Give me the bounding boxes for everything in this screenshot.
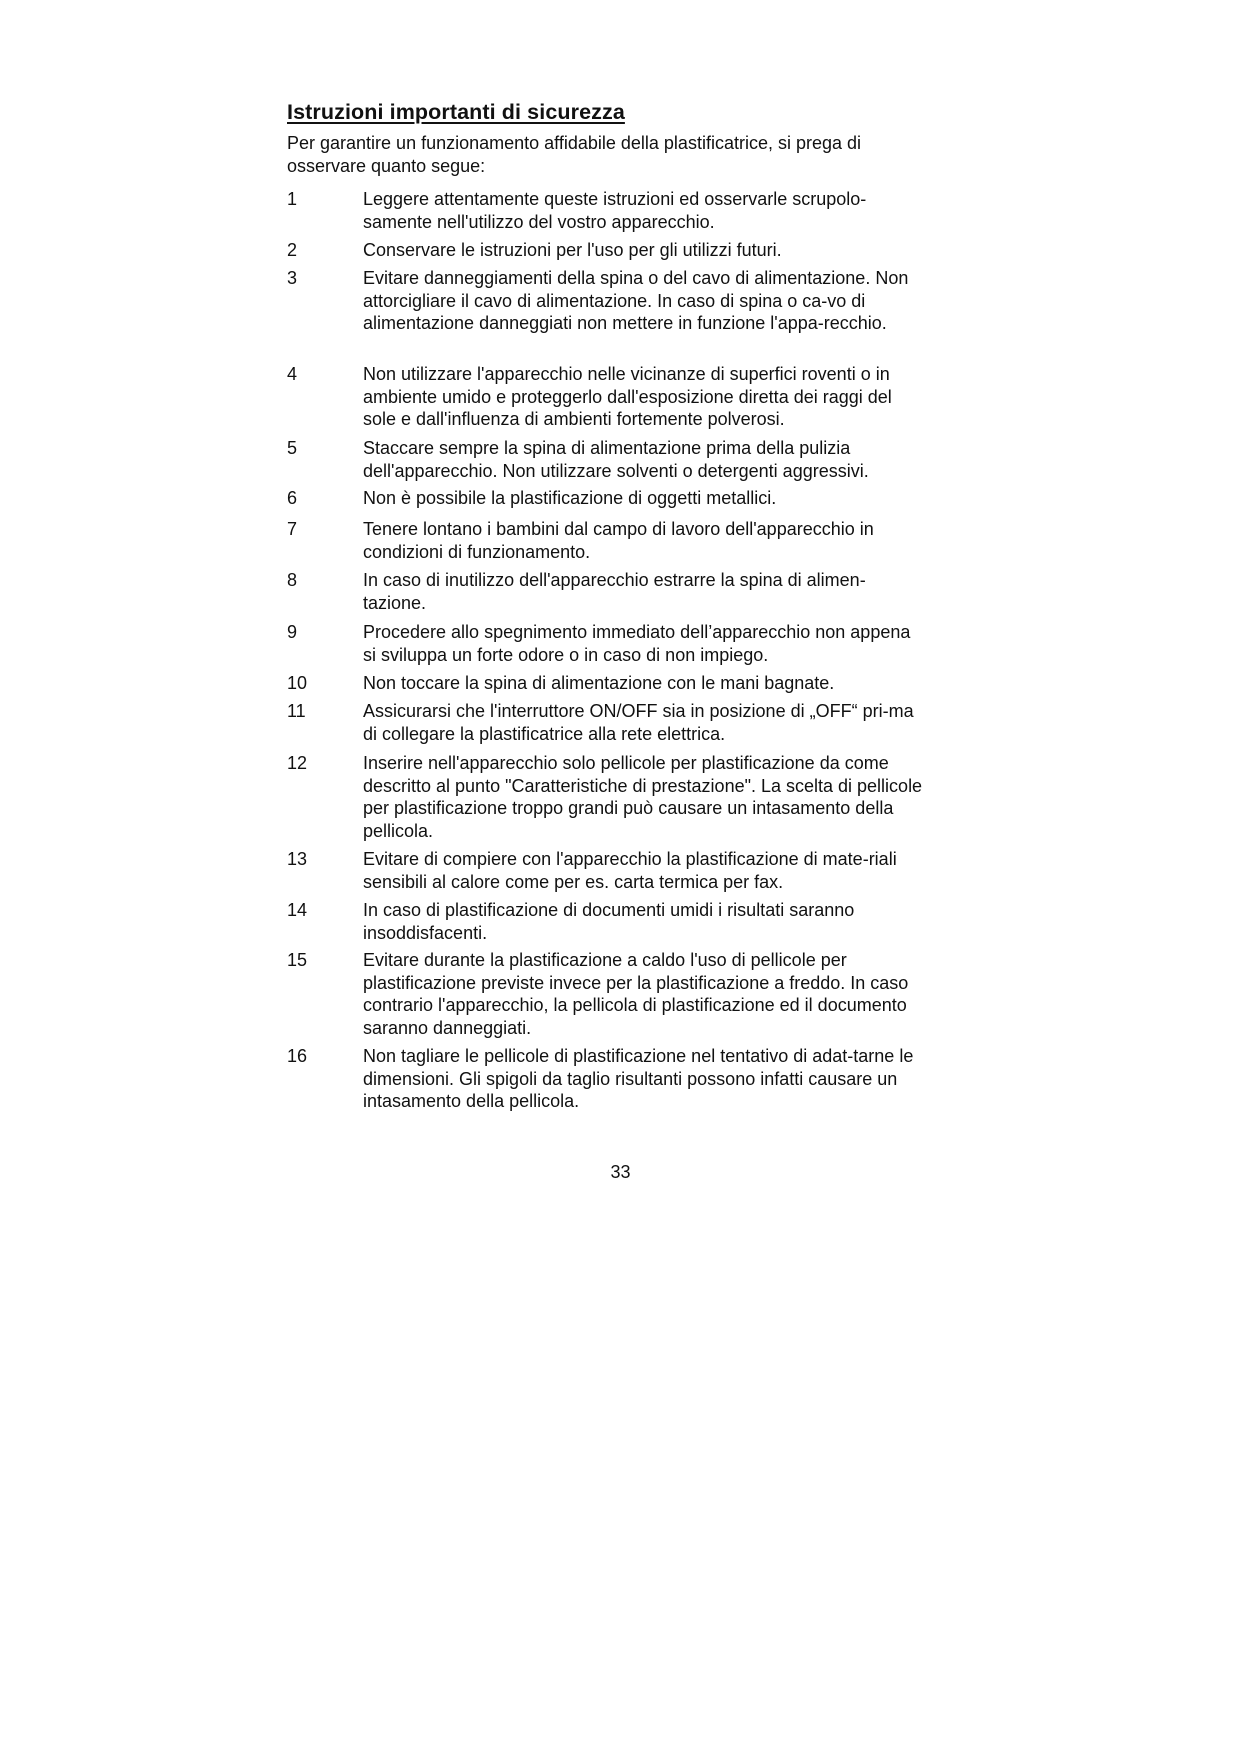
item-number: 10	[287, 673, 308, 693]
list-item	[287, 700, 927, 745]
list-item	[287, 239, 927, 262]
list-item	[287, 188, 927, 233]
list-item	[287, 672, 927, 695]
page-number: 33	[610, 1162, 631, 1182]
list-item	[287, 848, 927, 893]
item-text: Conservare le istruzioni per l'uso per gli utilizzi futuri.	[363, 240, 782, 260]
item-number: 11	[287, 701, 306, 721]
item-text: Tenere lontano i bambini dal campo di lavoro dell'apparecchio in condizioni di funzionamento.	[363, 519, 874, 562]
item-number: 6	[287, 488, 298, 508]
item-text: Non tagliare le pellicole di plastificazione nel tentativo di adat-tarne le dimensioni. Gli spigoli da taglio risultanti possono infatti causare un intasamento della pellicola.	[363, 1046, 914, 1111]
item-number: 15	[287, 950, 308, 970]
item-text: In caso di plastificazione di documenti umidi i risultati saranno insoddisfacenti.	[363, 900, 855, 943]
item-text: Leggere attentamente queste istruzioni ed osservarle scrupolo-samente nell'utilizzo del vostro apparecchio.	[363, 189, 867, 232]
item-text: Evitare durante la plastificazione a caldo l'uso di pellicole per plastificazione previste invece per la plastificazione a freddo. In caso contrario l'apparecchio, la pellicola di plastificazione ed il documento saranno danneggiati.	[363, 950, 909, 1038]
item-text: Non utilizzare l'apparecchio nelle vicinanze di superfici roventi o in ambiente umido e proteggerlo dall'esposizione diretta dei raggi del sole e dall'influenza di ambienti fortemente polverosi.	[363, 364, 892, 429]
item-number: 1	[287, 189, 298, 209]
item-text: Staccare sempre la spina di alimentazione prima della pulizia dell'apparecchio. Non utilizzare solventi o detergenti aggressivi.	[363, 438, 869, 481]
item-number: 14	[287, 900, 308, 920]
intro-paragraph: Per garantire un funzionamento affidabile della plastificatrice, si prega di osservare quanto segue:	[287, 133, 862, 176]
item-text: Non è possibile la plastificazione di oggetti metallici.	[363, 488, 777, 508]
list-item	[287, 569, 927, 614]
item-number: 7	[287, 519, 298, 539]
item-number: 8	[287, 570, 298, 590]
list-item	[287, 1045, 927, 1113]
item-text: Evitare di compiere con l'apparecchio la plastificazione di mate-riali sensibili al calore come per es. carta termica per fax.	[363, 849, 897, 892]
list-item	[287, 752, 927, 842]
item-number: 4	[287, 364, 298, 384]
item-number: 12	[287, 753, 308, 773]
item-number: 3	[287, 268, 298, 288]
list-item	[287, 487, 927, 510]
item-text: In caso di inutilizzo dell'apparecchio estrarre la spina di alimen-tazione.	[363, 570, 866, 613]
list-item	[287, 267, 927, 335]
page-title: Istruzioni importanti di sicurezza	[287, 100, 625, 124]
item-text: Inserire nell'apparecchio solo pellicole per plastificazione da come descritto al punto "Caratteristiche di prestazione". La scelta di pellicole per plastificazione troppo grandi può causare un intasamento della pellicola.	[363, 753, 923, 841]
item-text: Non toccare la spina di alimentazione con le mani bagnate.	[363, 673, 835, 693]
item-number: 9	[287, 622, 298, 642]
item-text: Procedere allo spegnimento immediato dell’apparecchio non appena si sviluppa un forte odore o in caso di non impiego.	[363, 622, 911, 665]
list-item	[287, 437, 927, 482]
item-number: 16	[287, 1046, 308, 1066]
list-item	[287, 518, 927, 563]
list-item	[287, 621, 927, 666]
list-item	[287, 899, 927, 944]
list-item	[287, 949, 927, 1039]
item-number: 5	[287, 438, 298, 458]
item-number: 2	[287, 240, 298, 260]
item-text: Evitare danneggiamenti della spina o del cavo di alimentazione. Non attorcigliare il cavo di alimentazione. In caso di spina o ca-vo di alimentazione danneggiati non mettere in funzione l'appa-recchio.	[363, 268, 909, 333]
item-text: Assicurarsi che l'interruttore ON/OFF sia in posizione di „OFF“ pri-ma di collegare la plastificatrice alla rete elettrica.	[363, 701, 914, 744]
list-item	[287, 363, 927, 431]
item-number: 13	[287, 849, 308, 869]
